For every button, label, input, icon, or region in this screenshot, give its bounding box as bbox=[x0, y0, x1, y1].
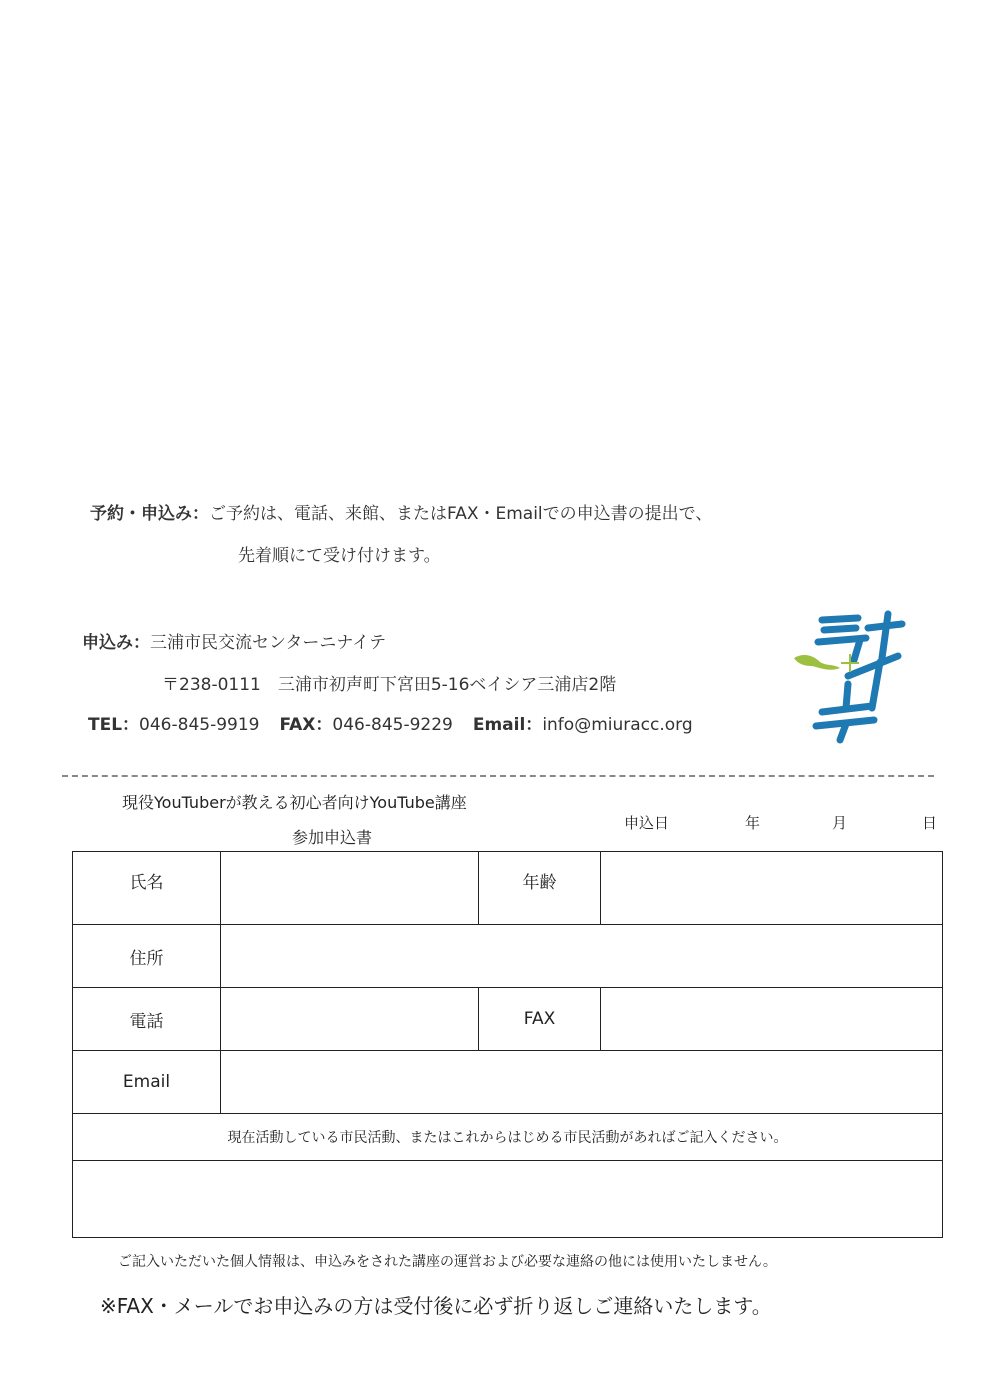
reservation-section bbox=[90, 499, 712, 524]
date-day-label: 日 bbox=[922, 814, 938, 832]
name-label: 氏名 bbox=[73, 852, 221, 925]
email-field-label: Email bbox=[73, 1051, 221, 1114]
organizer-line bbox=[82, 628, 386, 653]
address-input-cell[interactable] bbox=[221, 925, 943, 988]
final-note: ※FAX・メールでお申込みの方は受付後に必ず折り返しご連絡いたします。 bbox=[100, 1294, 772, 1318]
reservation-label: 予約・申込み： bbox=[90, 504, 209, 524]
activity-prompt: 現在活動している市民活動、またはこれからはじめる市民活動があればご記入ください。 bbox=[73, 1114, 943, 1161]
age-input-cell[interactable] bbox=[601, 852, 943, 925]
email-label: Email： bbox=[472, 715, 543, 735]
cut-line-divider bbox=[62, 775, 934, 777]
date-month-label: 月 bbox=[832, 814, 848, 832]
date-year-label: 年 bbox=[745, 814, 761, 832]
email-address: info@miuracc.org bbox=[542, 715, 693, 735]
form-row-email bbox=[73, 1051, 943, 1114]
fax-field-label: FAX bbox=[479, 988, 601, 1051]
organizer-label: 申込み： bbox=[82, 633, 150, 653]
form-row-phone bbox=[73, 988, 943, 1051]
phone-input-cell[interactable] bbox=[221, 988, 479, 1051]
organizer-address: 〒238-0111 三浦市初声町下宮田5-16ベイシア三浦店2階 bbox=[162, 675, 617, 695]
form-row-activity-input bbox=[73, 1161, 943, 1238]
fax-input-cell[interactable] bbox=[601, 988, 943, 1051]
form-row-activity-prompt bbox=[73, 1114, 943, 1161]
reservation-text-line1: ご予約は、電話、来館、またはFAX・Emailでの申込書の提出で、 bbox=[209, 504, 713, 524]
organizer-name: 三浦市民交流センターニナイテ bbox=[150, 633, 387, 653]
phone-label: 電話 bbox=[73, 988, 221, 1051]
age-label: 年齢 bbox=[479, 852, 601, 925]
ninaite-logo-icon bbox=[790, 610, 920, 745]
address-label: 住所 bbox=[73, 925, 221, 988]
email-input-cell[interactable] bbox=[221, 1051, 943, 1114]
name-input-cell[interactable] bbox=[221, 852, 479, 925]
tel-label: TEL： bbox=[88, 715, 140, 735]
application-form-table bbox=[72, 851, 943, 1238]
form-title-line1: 現役YouTuberが教える初心者向けYouTube講座 bbox=[122, 793, 467, 812]
reservation-text-line2: 先着順にて受け付けます。 bbox=[238, 546, 441, 566]
form-title-line2: 参加申込書 bbox=[292, 828, 373, 847]
tel-number: 046-845-9919 bbox=[139, 715, 260, 735]
fax-number: 046-845-9229 bbox=[332, 715, 453, 735]
privacy-note: ご記入いただいた個人情報は、申込みをされた講座の運営および必要な連絡の他には使用いたしません。 bbox=[118, 1254, 777, 1270]
activity-input-cell[interactable] bbox=[73, 1161, 943, 1238]
form-row-address bbox=[73, 925, 943, 988]
form-row-name bbox=[73, 852, 943, 925]
application-date-label: 申込日 bbox=[624, 814, 670, 832]
contact-line bbox=[88, 710, 693, 735]
fax-label: FAX： bbox=[279, 715, 333, 735]
